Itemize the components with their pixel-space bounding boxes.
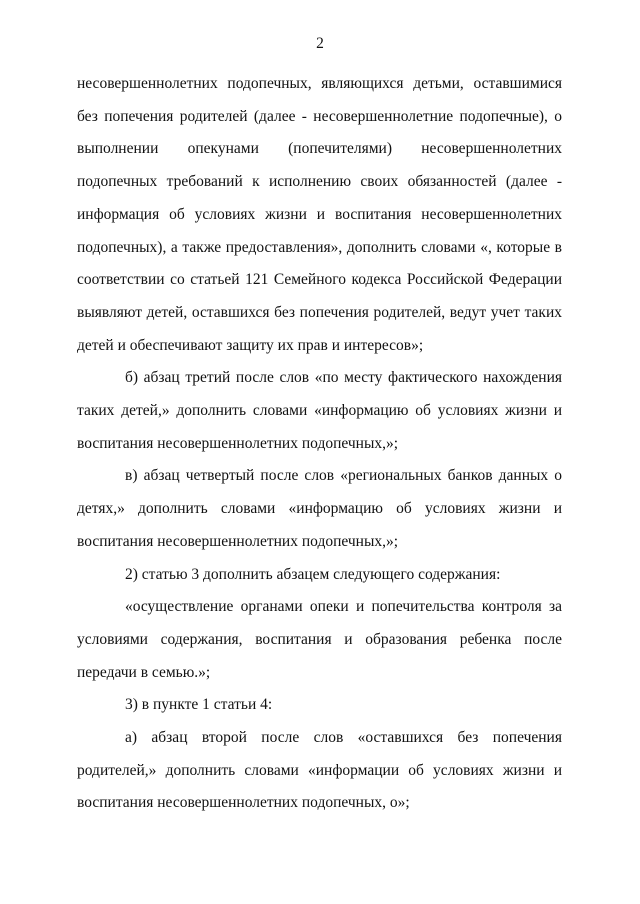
paragraph-quote: «осуществление органами опеки и попечительства контроля за условиями содержания, воспитания и образования ребенка после передачи в семью.»; [77,598,562,681]
paragraph-item-3: 3) в пункте 1 статьи 4: [125,696,273,714]
paragraph-item-2: 2) статью 3 дополнить абзацем следующего содержания: [125,565,501,583]
page-number: 2 [316,35,324,52]
paragraph-item-a: а) абзац второй после слов «оставшихся без попечения родителей,» дополнить словами «информации об условиях жизни и воспитания несовершеннолетних подопечных, о»; [77,729,562,812]
paragraph-continuation: несовершеннолетних подопечных, являющихся детьми, оставшимися без попечения родителей (далее - несовершеннолетние подопечные), о выполнении опекунами (попечителями) несовершеннолетних подопечных требований к исполнению своих обязанностей (далее - информация об условиях жизни и воспитания несовершеннолетних подопечных), а также предоставления», дополнить словами «, которые в соответствии со статьей 121 Семейного кодекса Российской Федерации выявляют детей, оставшихся без попечения родителей, ведут учет таких детей и обеспечивают защиту их прав и интересов»; [77,75,562,354]
paragraph-item-b: б) абзац третий после слов «по месту фактического нахождения таких детей,» дополнить словами «информацию об условиях жизни и воспитания несовершеннолетних подопечных,»; [77,369,562,452]
document-body [77,68,562,820]
paragraph-item-v: в) абзац четвертый после слов «региональных банков данных о детях,» дополнить словами «информацию об условиях жизни и воспитания несовершеннолетних подопечных,»; [77,467,562,550]
